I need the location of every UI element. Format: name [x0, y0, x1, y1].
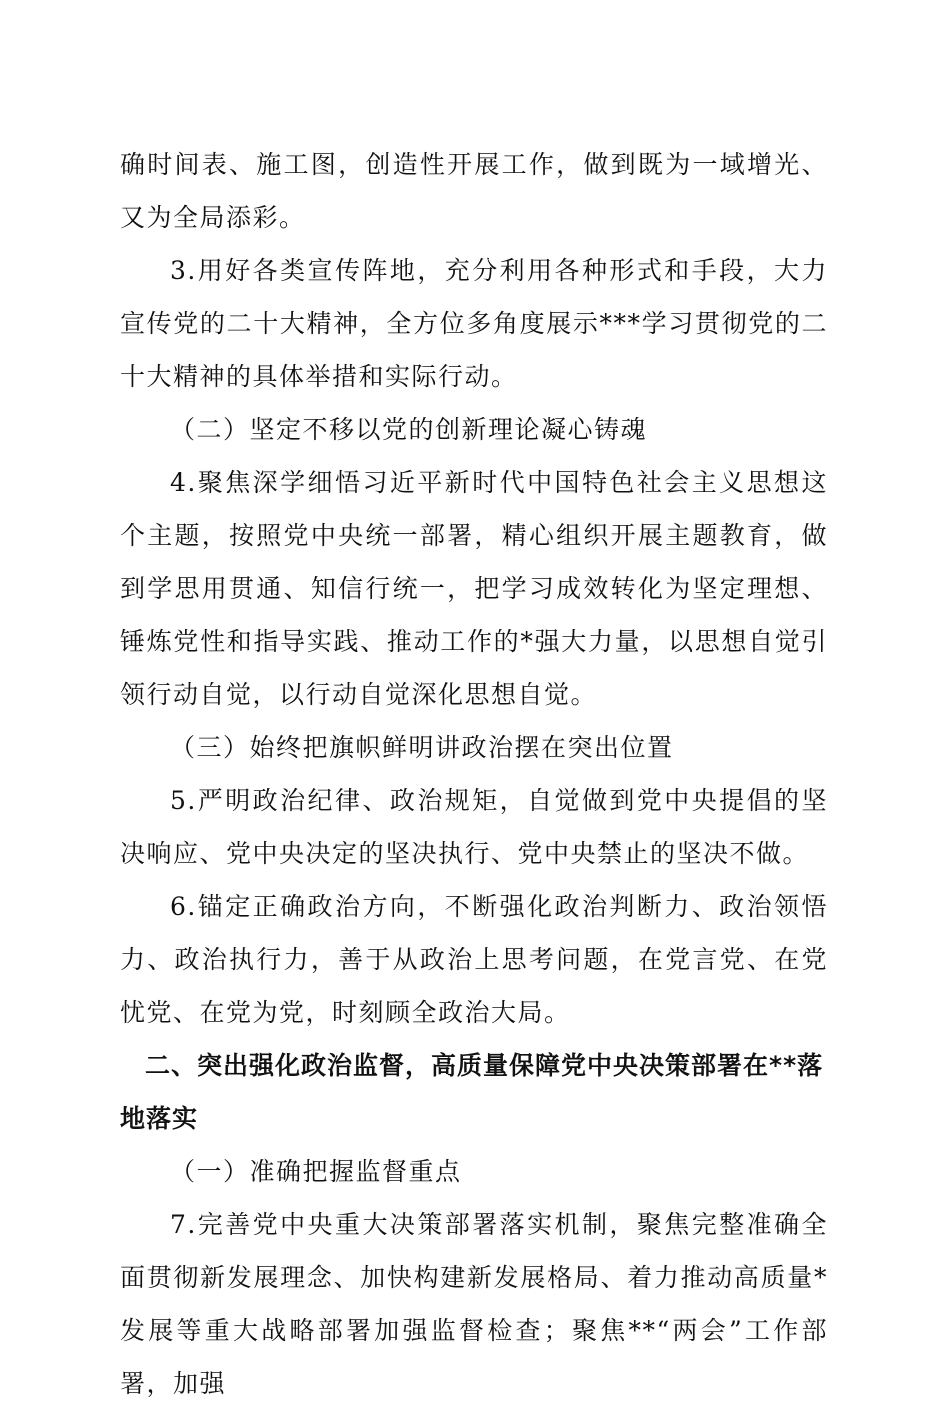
- section-heading-2: 二、突出强化政治监督，高质量保障党中央决策部署在**落地落实: [120, 1051, 824, 1133]
- paragraph-item-5: 5.严明政治纪律、政治规矩，自觉做到党中央提倡的坚决响应、党中央决定的坚决执行、党中央禁止的坚决不做。: [120, 786, 828, 868]
- paragraph-item-3: 3.用好各类宣传阵地，充分利用各种形式和手段，大力宣传党的二十大精神，全方位多角度展示***学习贯彻党的二十大精神的具体举措和实际行动。: [120, 256, 828, 391]
- paragraph-item-4: 4.聚焦深学细悟习近平新时代中国特色社会主义思想这个主题，按照党中央统一部署，精心组织开展主题教育，做到学思用贯通、知信行统一，把学习成效转化为坚定理想、锤炼党性和指导实践、推动工作的*强大力量，以思想自觉引领行动自觉，以行动自觉深化思想自觉。: [120, 468, 828, 709]
- subheading-3: （三）始终把旗帜鲜明讲政治摆在突出位置: [170, 733, 674, 762]
- paragraph-item-6: 6.锚定正确政治方向，不断强化政治判断力、政治领悟力、政治执行力，善于从政治上思考问题，在党言党、在党忧党、在党为党，时刻顾全政治大局。: [120, 892, 828, 1027]
- subheading-1: （一）准确把握监督重点: [170, 1157, 462, 1186]
- document-page: [120, 138, 828, 1410]
- subheading-2: （二）坚定不移以党的创新理论凝心铸魂: [170, 415, 648, 444]
- paragraph-item-7: 7.完善党中央重大决策部署落实机制，聚焦完整准确全面贯彻新发展理念、加快构建新发展格局、着力推动高质量*发展等重大战略部署加强监督检查；聚焦**“两会”工作部署，加强: [120, 1210, 828, 1398]
- paragraph-continuation: 确时间表、施工图，创造性开展工作，做到既为一域增光、又为全局添彩。: [120, 150, 828, 232]
